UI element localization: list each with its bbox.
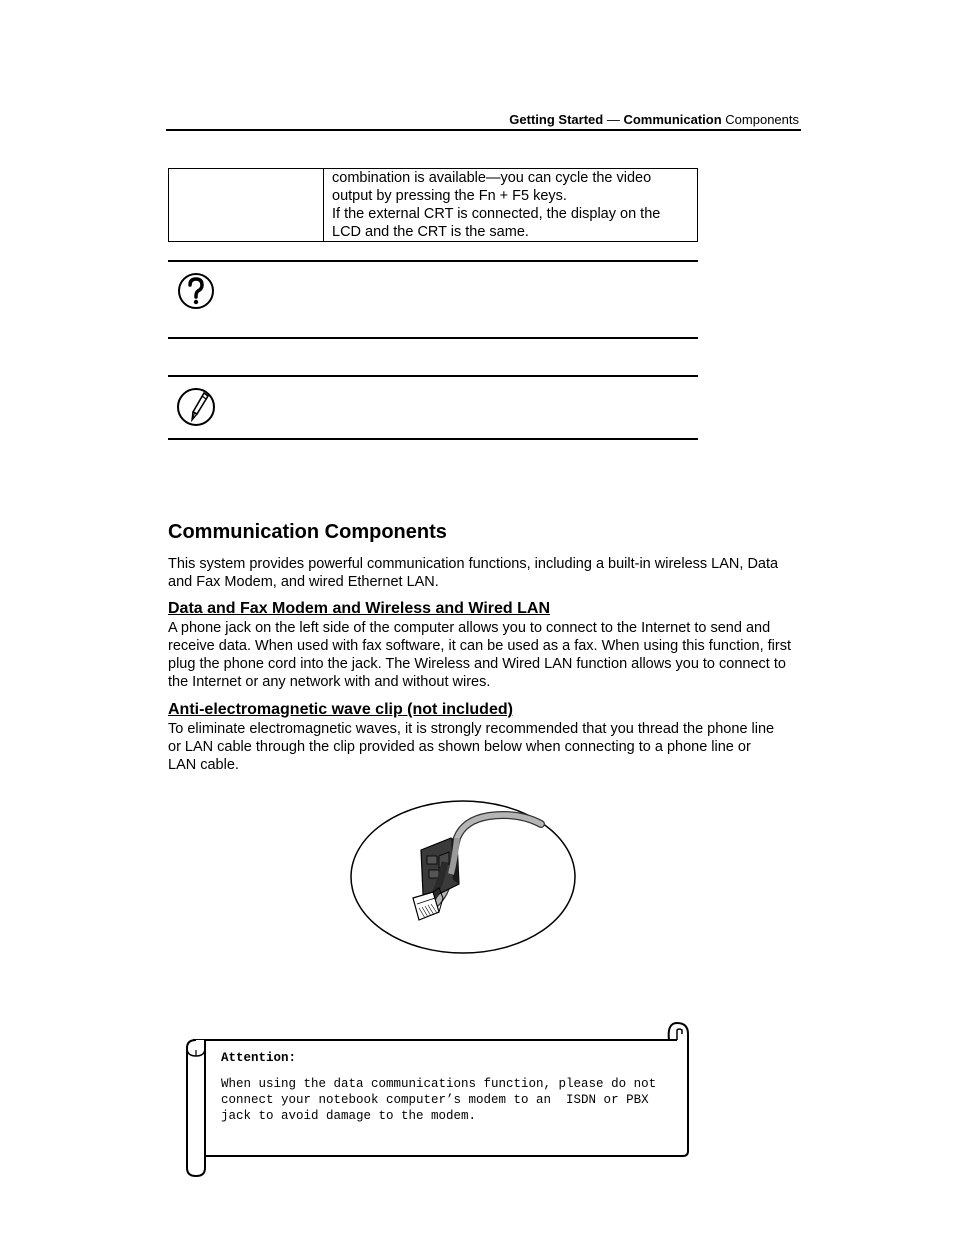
note-rule-top: [168, 260, 698, 262]
header-chapter: Communication: [623, 112, 722, 127]
header-section: Getting Started: [509, 112, 604, 127]
table-row: [169, 169, 698, 242]
note-rule-bottom: [168, 337, 698, 339]
emi-clip-paragraph: To eliminate electromagnetic waves, it is strongly recommended that you thread the phone line or LAN cable through the clip provided as shown below when connecting to a phone line or LAN cable.: [168, 721, 775, 773]
table-cell-empty: [169, 169, 324, 242]
cable-clip-illustration: [349, 798, 577, 956]
intro-paragraph: This system provides powerful communication functions, including a built-in wireless LAN, Data and Fax Modem, and wired Ethernet LAN.: [168, 556, 779, 590]
section-title: Communication Components: [168, 521, 447, 543]
subsection-heading-modem-lan: Data and Fax Modem and Wireless and Wired LAN: [168, 600, 551, 617]
header-topic: Components: [721, 112, 799, 127]
subsection-heading-emi-clip: Anti-electromagnetic wave clip (not included): [168, 701, 513, 718]
pen-note-icon: [177, 387, 217, 427]
attention-title: Attention:: [221, 1051, 297, 1065]
attention-box: [221, 1050, 683, 1124]
note-rule-bottom: [168, 438, 698, 440]
table-cell-description: [324, 169, 698, 242]
question-icon: [177, 271, 217, 311]
header-rule: [166, 129, 801, 131]
modem-lan-paragraph: A phone jack on the left side of the computer allows you to connect to the Internet to send and receive data. When used with fax software, it can be used as a fax. When using this function, first plug the phone cord into the jack. The Wireless and Wired LAN function allows you to connect to the Internet or any network with and without wires.: [168, 620, 792, 690]
attention-body: When using the data communications function, please do not connect your notebook computer’s modem to an ISDN or PBX jack to avoid damage to the modem.: [221, 1077, 664, 1123]
table-fragment: [168, 168, 698, 242]
table-cell-line: If the external CRT is connected, the display on the LCD and the CRT is the same.: [332, 206, 661, 240]
header-separator: —: [603, 112, 624, 127]
table-cell-line: combination is available—you can cycle the video output by pressing the Fn + F5 keys.: [332, 170, 652, 204]
note-rule-top: [168, 375, 698, 377]
running-header: [300, 112, 799, 128]
